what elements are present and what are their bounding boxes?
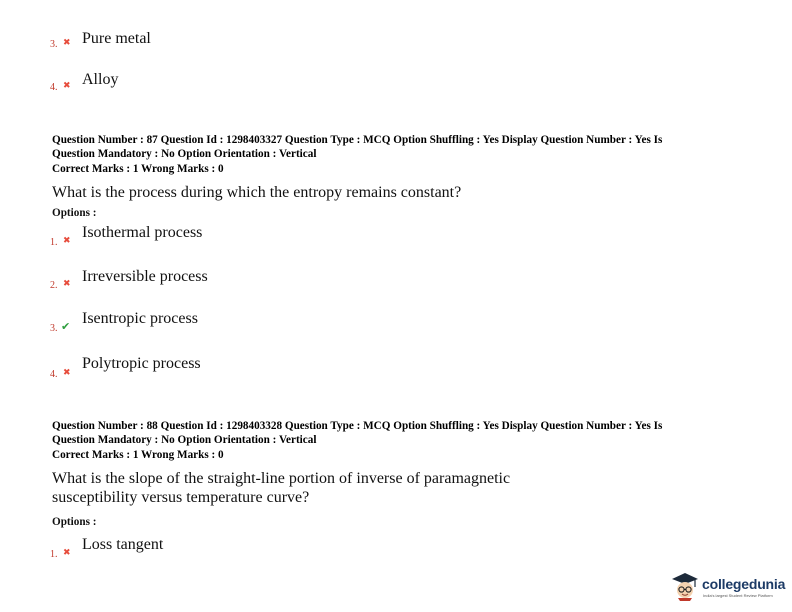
option-number: 2. [50,280,58,291]
question-marks: Correct Marks : 1 Wrong Marks : 0 [52,163,224,175]
option-number: 1. [50,549,58,560]
correct-check-icon: ✔ [61,320,71,333]
wrong-cross-icon: ✖ [63,368,71,378]
question-meta [52,133,742,176]
wrong-cross-icon: ✖ [63,236,71,246]
question-text-line: susceptibility versus temperature curve? [52,489,310,506]
logo-tagline: India's largest Student Review Platform [703,593,773,598]
option-text: Isothermal process [82,224,203,241]
question-meta-line: Question Mandatory : No Option Orientation : Vertical [52,148,317,160]
question-text: What is the process during which the entropy remains constant? [52,184,462,201]
option-number: 4. [50,369,58,380]
wrong-cross-icon: ✖ [63,81,71,91]
question-meta-line: Question Number : 87 Question Id : 1298403327 Question Type : MCQ Option Shuffling : Yes Display Question Number : Yes Is [52,134,663,146]
options-label: Options : [52,516,97,528]
wrong-cross-icon: ✖ [63,38,71,48]
option-text: Polytropic process [82,355,201,372]
options-label: Options : [52,207,97,219]
option-number: 1. [50,237,58,248]
option-number: 3. [50,323,58,334]
option-number: 3. [50,39,58,50]
wrong-cross-icon: ✖ [63,548,71,558]
question-marks: Correct Marks : 1 Wrong Marks : 0 [52,449,224,461]
option-number: 4. [50,82,58,93]
question-text [52,469,596,507]
question-text-line: What is the slope of the straight-line portion of inverse of paramagnetic [52,470,511,487]
option-text: Loss tangent [82,536,164,553]
option-text: Irreversible process [82,268,208,285]
wrong-cross-icon: ✖ [63,279,71,289]
option-text: Isentropic process [82,310,198,327]
student-mascot-icon [670,571,700,601]
collegedunia-logo [670,570,788,604]
question-meta [52,419,742,462]
option-text: Pure metal [82,30,151,47]
option-text: Alloy [82,71,119,88]
question-meta-line: Question Mandatory : No Option Orientation : Vertical [52,434,317,446]
logo-wordmark: collegedunia [702,576,786,592]
question-meta-line: Question Number : 88 Question Id : 1298403328 Question Type : MCQ Option Shuffling : Yes Display Question Number : Yes Is [52,420,663,432]
